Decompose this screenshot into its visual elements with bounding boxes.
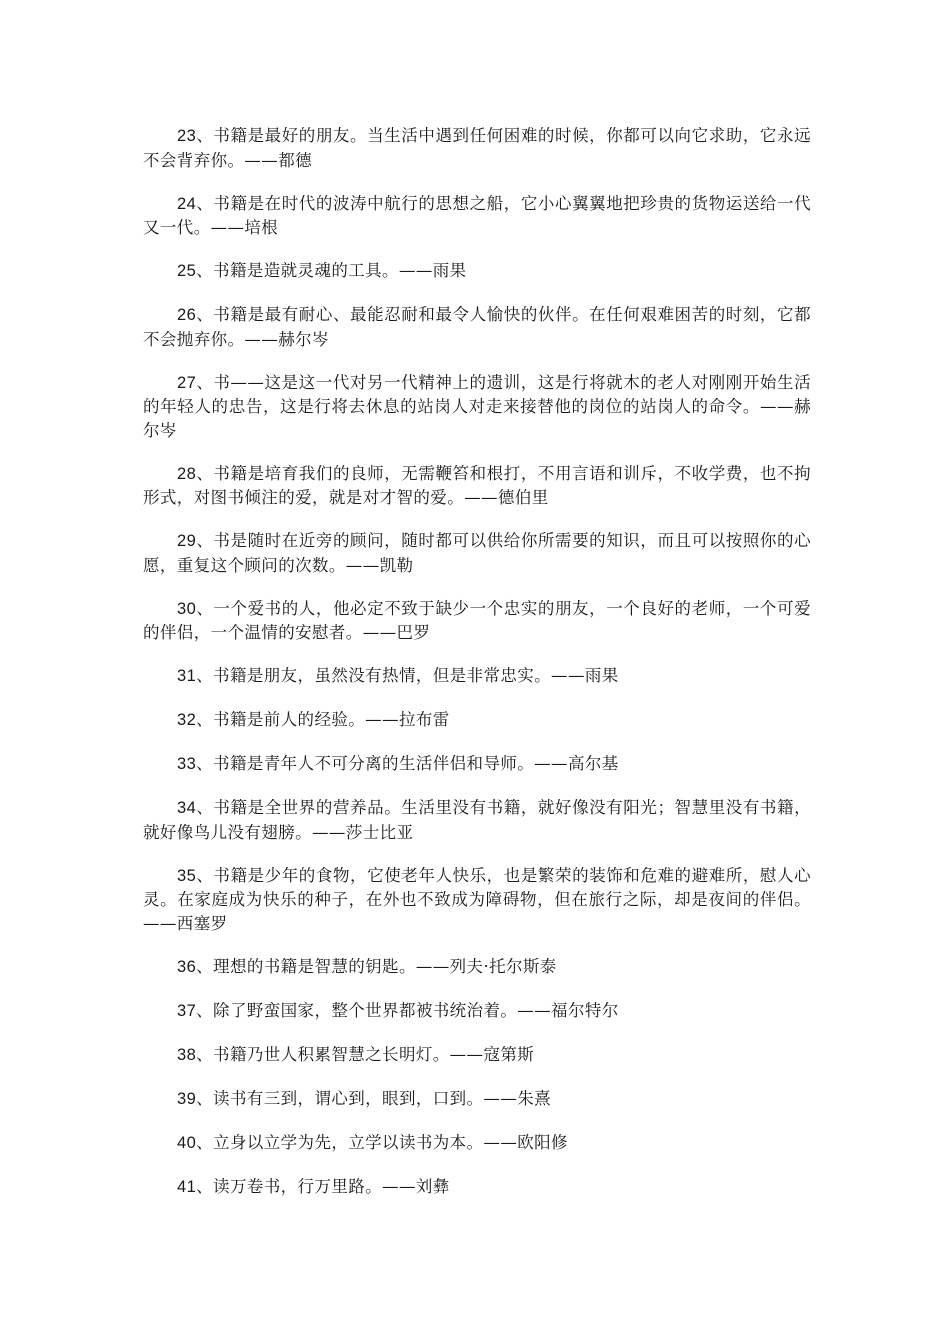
- quote-number: 32: [177, 711, 197, 729]
- quote-text: 、读万卷书，行万里路。——刘彝: [196, 1176, 450, 1196]
- quote-paragraph: [143, 1043, 811, 1068]
- quote-text: 、一个爱书的人，他必定不致于缺少一个忠实的朋友，一个良好的老师，一个可爱的伴侣，一个温情的安慰者。——巴罗: [143, 598, 811, 642]
- quote-paragraph: [143, 192, 811, 240]
- quote-text: 、书籍是青年人不可分离的生活伴侣和导师。——高尔基: [196, 754, 619, 773]
- quote-number: 39: [177, 1089, 197, 1108]
- quote-number: 38: [177, 1045, 197, 1064]
- quote-text: 、书籍是造就灵魂的工具。——雨果: [196, 261, 467, 280]
- quote-paragraph: [143, 864, 811, 936]
- quote-number: 31: [177, 667, 197, 685]
- quote-number: 25: [177, 262, 197, 280]
- quote-text: 、书籍是在时代的波涛中航行的思想之船，它小心翼翼地把珍贵的货物运送给一代又一代。——培根: [143, 193, 811, 237]
- quote-paragraph: [143, 124, 811, 172]
- quote-number: 41: [177, 1177, 197, 1196]
- quote-text: 、书籍是培育我们的良师，无需鞭笞和根打，不用言语和训斥，不收学费，也不拘形式，对图书倾注的爱，就是对才智的爱。——德伯里: [143, 463, 811, 507]
- quote-paragraph: [143, 529, 811, 577]
- quote-text: 、书籍乃世人积累智慧之长明灯。——寇第斯: [196, 1044, 535, 1064]
- quote-number: 33: [177, 755, 197, 773]
- quote-number: 30: [177, 599, 197, 618]
- quote-number: 34: [177, 799, 197, 817]
- quote-text: 、立身以立学为先，立学以读书为本。——欧阳修: [196, 1132, 568, 1152]
- quote-paragraph: [143, 1087, 811, 1112]
- quote-paragraph: [143, 955, 811, 980]
- quote-number: 36: [177, 957, 197, 976]
- quote-text: 、书籍是最有耐心、最能忍耐和最令人愉快的伙伴。在任何艰难困苦的时刻，它都不会抛弃你。——赫尔岑: [143, 305, 811, 349]
- quote-text: 、书籍是全世界的营养品。生活里没有书籍，就好像没有阳光；智慧里没有书籍，就好像鸟儿没有翅膀。——莎士比亚: [143, 798, 811, 842]
- quote-paragraph: [143, 752, 811, 777]
- quote-number: 23: [177, 127, 197, 145]
- quote-text: 、书是随时在近旁的顾问，随时都可以供给你所需要的知识，而且可以按照你的心愿，重复这个顾问的次数。——凯勒: [143, 531, 811, 575]
- quote-paragraph: [143, 462, 811, 510]
- quote-text: 、书籍是少年的食物，它使老年人快乐，也是繁荣的装饰和危难的避难所，慰人心灵。在家庭成为快乐的种子，在外也不致成为障碍物，但在旅行之际，却是夜间的伴侣。——西塞罗: [143, 865, 811, 933]
- quote-paragraph: [143, 259, 811, 284]
- quote-paragraph: [143, 1175, 811, 1200]
- quote-paragraph: [143, 796, 811, 844]
- quote-number: 28: [177, 464, 197, 483]
- quote-text: 、书——这是这一代对另一代精神上的遗训，这是行将就木的老人对刚刚开始生活的年轻人的忠告，这是行将去休息的站岗人对走来接替他的岗位的站岗人的命令。——赫尔岑: [143, 372, 811, 440]
- quote-paragraph: [143, 664, 811, 689]
- quote-text: 、书籍是前人的经验。——拉布雷: [196, 710, 450, 729]
- quote-paragraph: [143, 708, 811, 733]
- quote-text: 、书籍是朋友，虽然没有热情，但是非常忠实。——雨果: [196, 666, 619, 685]
- quote-paragraph: [143, 371, 811, 443]
- quote-text: 、书籍是最好的朋友。当生活中遇到任何困难的时候，你都可以向它求助，它永远不会背弃你。——都德: [143, 126, 811, 170]
- quote-text: 、除了野蛮国家，整个世界都被书统治着。——福尔特尔: [196, 1000, 619, 1020]
- quote-paragraph: [143, 1131, 811, 1156]
- quote-text: 、理想的书籍是智慧的钥匙。——列夫·托尔斯泰: [196, 956, 557, 976]
- quote-paragraph: [143, 597, 811, 645]
- quote-number: 40: [177, 1133, 197, 1152]
- quote-paragraph: [143, 303, 811, 351]
- quote-number: 26: [177, 306, 197, 324]
- quote-paragraph: [143, 999, 811, 1024]
- quote-number: 29: [177, 532, 197, 550]
- quote-number: 37: [177, 1001, 197, 1020]
- quote-number: 35: [177, 866, 197, 885]
- quote-text: 、读书有三到，谓心到，眼到，口到。——朱熹: [196, 1088, 552, 1108]
- document-page: [143, 124, 811, 1219]
- quote-number: 27: [177, 373, 197, 392]
- quote-number: 24: [177, 194, 197, 213]
